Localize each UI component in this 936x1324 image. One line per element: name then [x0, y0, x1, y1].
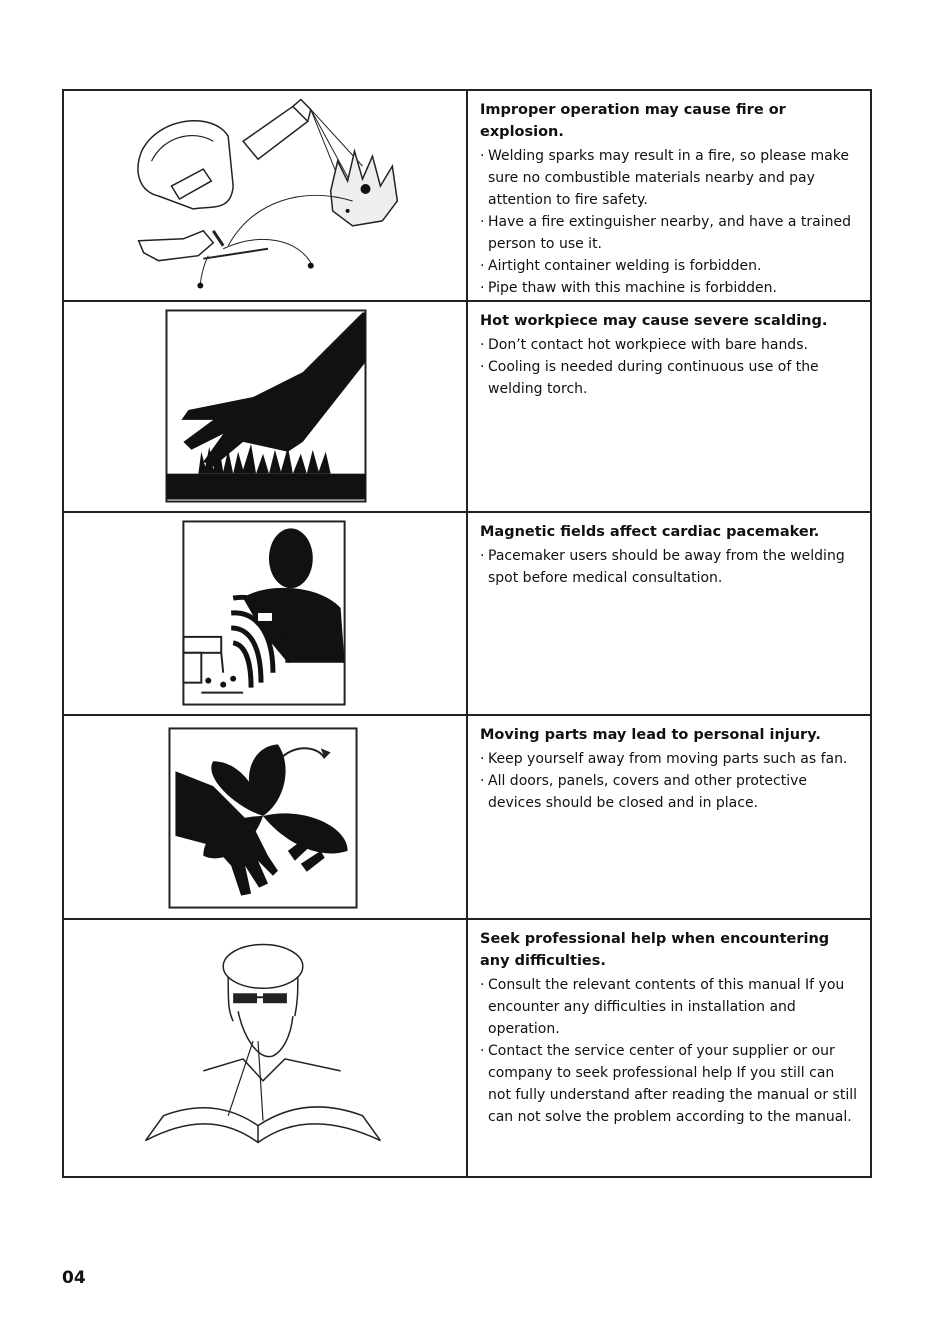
safety-row-professional-help — [64, 920, 870, 1176]
safety-row-moving-parts — [64, 716, 870, 920]
safety-title: Improper operation may cause fire or explosion. — [480, 102, 786, 140]
safety-item: · Welding sparks may result in a fire, so please make sure no combustible materials nearby and pay attention to fire safety. — [480, 148, 849, 208]
safety-text-moving-parts — [468, 716, 870, 918]
safety-row-pacemaker — [64, 513, 870, 716]
moving-fan-hand-icon — [64, 716, 468, 918]
safety-text-pacemaker — [468, 513, 870, 714]
safety-item: · Consult the relevant contents of this manual If you encounter any difficulties in installation and operation. — [480, 977, 845, 1037]
hot-workpiece-icon — [64, 302, 468, 511]
safety-item: · Have a fire extinguisher nearby, and have a trained person to use it. — [480, 214, 851, 252]
reading-manual-icon — [64, 920, 468, 1176]
safety-item: · Keep yourself away from moving parts such as fan. — [480, 751, 848, 767]
page-number: 04 — [62, 1268, 86, 1288]
safety-item: · Pipe thaw with this machine is forbidden. — [480, 280, 777, 296]
safety-row-hot-workpiece — [64, 302, 870, 513]
safety-table — [62, 89, 872, 1178]
safety-item: · Don’t contact hot workpiece with bare hands. — [480, 337, 808, 353]
safety-item: · Airtight container welding is forbidden. — [480, 258, 762, 274]
pacemaker-magnetic-field-icon — [64, 513, 468, 714]
safety-text-professional-help — [468, 920, 870, 1176]
safety-text-hot-workpiece — [468, 302, 870, 511]
fire-explosion-icon — [64, 91, 468, 300]
safety-title: Hot workpiece may cause severe scalding. — [480, 313, 828, 329]
safety-text-fire — [468, 91, 870, 300]
safety-item: · Cooling is needed during continuous use of the welding torch. — [480, 359, 819, 397]
safety-title: Seek professional help when encountering any difficulties. — [480, 931, 830, 969]
safety-row-fire — [64, 91, 870, 302]
safety-title: Moving parts may lead to personal injury. — [480, 727, 821, 743]
safety-item: · All doors, panels, covers and other protective devices should be closed and in place. — [480, 773, 807, 811]
safety-title: Magnetic fields affect cardiac pacemaker. — [480, 524, 820, 540]
safety-item: · Pacemaker users should be away from the welding spot before medical consultation. — [480, 548, 845, 586]
safety-item: · Contact the service center of your supplier or our company to seek professional help If you still can not fully understand after reading the manual or still can not solve the problem according to the manual. — [480, 1043, 857, 1125]
